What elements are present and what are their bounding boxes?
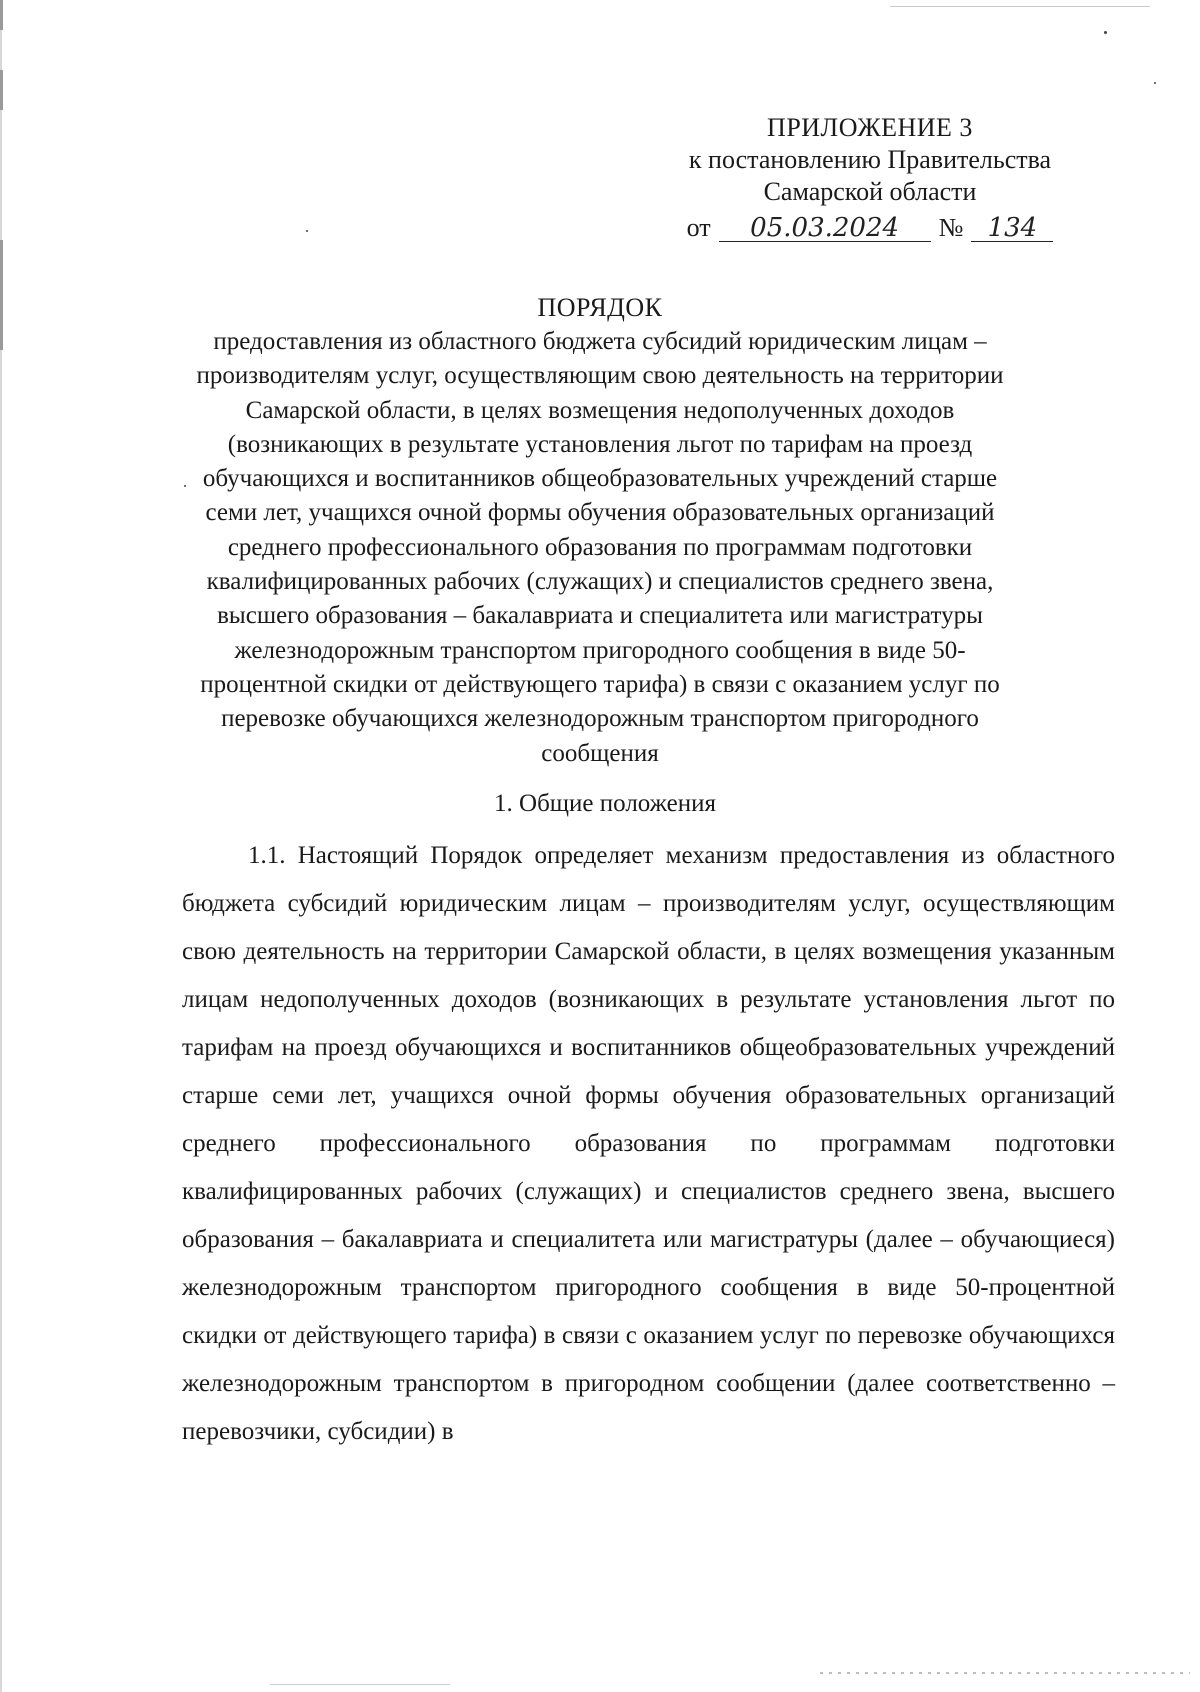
section-heading: 1. Общие положения <box>494 790 716 817</box>
number-prefix: № <box>938 213 964 242</box>
handwritten-date: 05.03.2024 <box>719 215 931 242</box>
scan-speck <box>1104 31 1107 34</box>
document-subtitle: предоставления из областного бюджета субсидий юридическим лицам – производителям услуг, осуществляющим свою деятельность на территории Самарской области, в целях возмещения недополученных доходов (возникающих в результате установления льгот по тарифам на проезд обучающихся и воспитанников общеобразовательных учреждений старше семи лет, учащихся очной формы обучения образовательных организаций среднего профессионального образования по программам подготовки квалифицированных рабочих (служащих) и специалистов среднего звена, высшего образования – бакалавриата и специалитета или магистратуры железнодорожным транспортом пригородного сообщения в виде 50-процентной скидки от действующего тарифа) в связи с оказанием услуг по перевозке обучающихся железнодорожным транспортом пригородного сообщения <box>196 328 1004 767</box>
scan-line <box>890 6 1150 7</box>
date-number-line <box>660 212 1080 244</box>
scan-edge-mark <box>0 240 3 350</box>
document-title: ПОРЯДОК <box>537 293 663 322</box>
appendix-title: ПРИЛОЖЕНИЕ 3 <box>767 113 973 142</box>
scan-speck <box>306 230 308 232</box>
scan-speck <box>1154 82 1156 84</box>
paragraph-1-1: 1.1. Настоящий Порядок определяет механизм предоставления из областного бюджета субсидий юридическим лицам – производителям услуг, осуществляющим свою деятельность на территории Самарской области, в целях возмещения указанным лицам недополученных доходов (возникающих в результате установления льгот по тарифам на проезд обучающихся и воспитанников общеобразовательных учреждений старше семи лет, учащихся очной формы обучения образовательных организаций среднего профессионального образования по программам подготовки квалифицированных рабочих (служащих) и специалистов среднего звена, высшего образования – бакалавриата и специалитета или магистратуры (далее – обучающиеся) железнодорожным транспортом пригородного сообщения в виде 50-процентной скидки от действующего тарифа) в связи с оказанием услуг по перевозке обучающихся железнодорожным транспортом в пригородном сообщении (далее соответственно – перевозчики, субсидии) в <box>182 842 1115 1445</box>
scan-line <box>820 1672 1190 1674</box>
handwritten-number: 134 <box>971 215 1053 242</box>
scan-line <box>270 1684 450 1685</box>
scan-edge-mark <box>0 70 3 110</box>
date-prefix: от <box>686 213 711 242</box>
appendix-line-2: Самарской области <box>763 177 977 206</box>
appendix-header <box>660 112 1080 244</box>
appendix-line-1: к постановлению Правительства <box>688 145 1052 174</box>
scan-edge-mark <box>0 0 3 30</box>
